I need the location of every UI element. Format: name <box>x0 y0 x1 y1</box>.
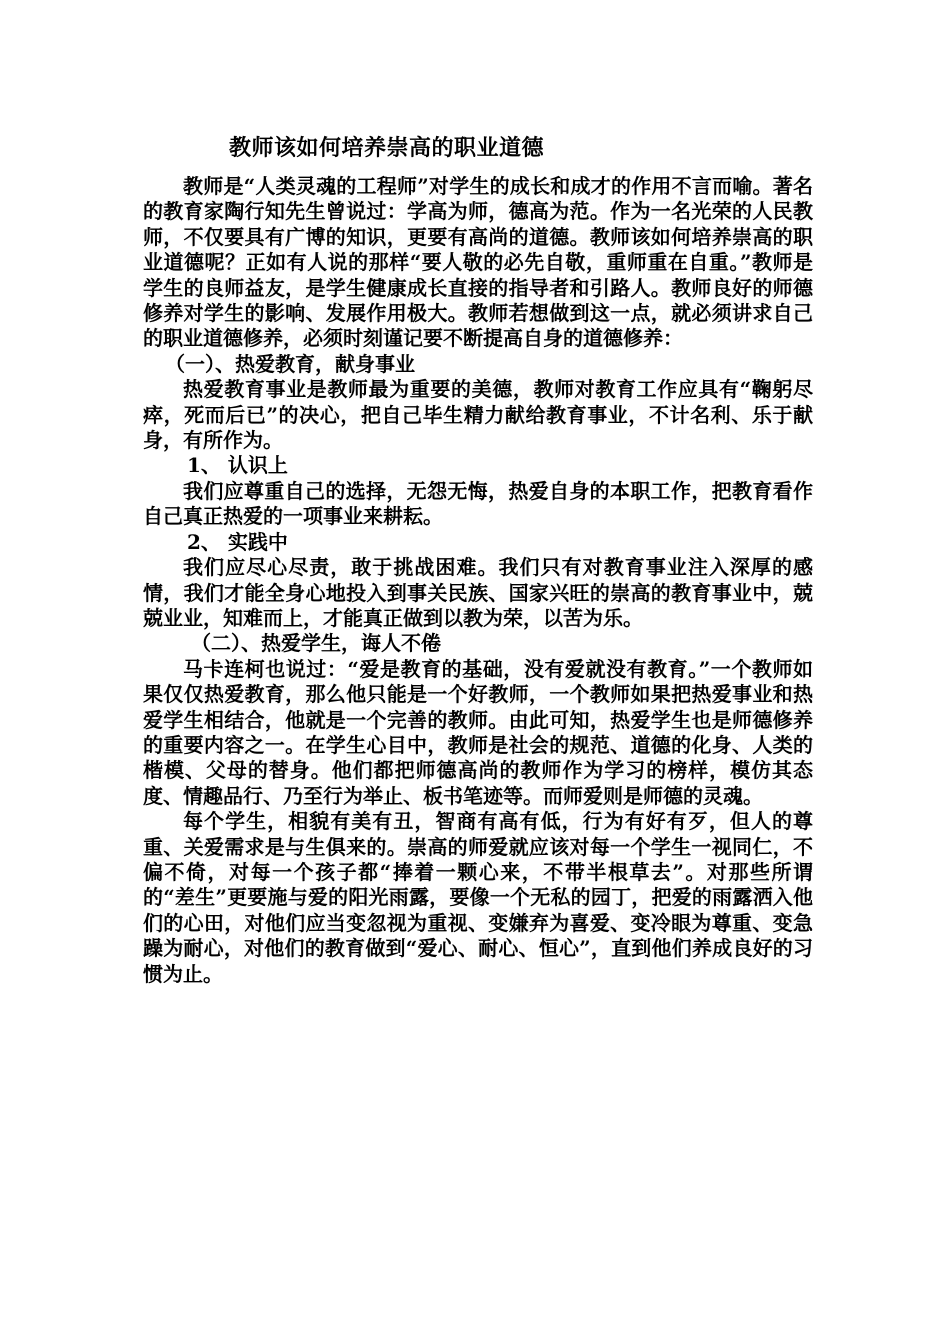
section-2-paragraph-2: 每个学生，相貌有美有丑，智商有高有低，行为有好有歹，但人的尊重、关爱需求是与生俱来的。崇高的师爱就应该对每一个学生一视同仁，不偏不倚，对每一个孩子都“捧着一颗心来，不带半根草去”。对那些所谓的“差生”更要施与爱的阳光雨露，要像一个无私的园丁，把爱的雨露洒入他们的心田，对他们应当变忽视为重视、变嫌弃为喜爱、变冷眼为尊重、变急躁为耐心，对他们的教育做到“爱心、耐心、恒心”，直到他们养成良好的习惯为止。 <box>143 809 813 986</box>
document-page <box>143 132 813 987</box>
section-1-paragraph: 热爱教育事业是教师最为重要的美德，教师对教育工作应具有“鞠躬尽瘁，死而后已”的决心，把自己毕生精力献给教育事业，不计名利、乐于献身，有所作为。 <box>143 377 813 453</box>
section-heading-2: （二）、热爱学生，诲人不倦 <box>191 631 441 656</box>
subsection-heading-1: 1、 认识上 <box>187 453 288 478</box>
section-heading-1: （一）、热爱教育，献身事业 <box>165 351 415 376</box>
section-2-paragraph-1: 马卡连柯也说过：“爱是教育的基础，没有爱就没有教育。”一个教师如果仅仅热爱教育，那么他只能是一个好教师，一个教师如果把热爱事业和热爱学生相结合，他就是一个完善的教师。由此可知，热爱学生也是师德修养的重要内容之一。在学生心目中，教师是社会的规范、道德的化身、人类的楷模、父母的替身。他们都把师德高尚的教师作为学习的榜样，模仿其态度、情趣品行、乃至行为举止、板书笔迹等。而师爱则是师德的灵魂。 <box>143 656 813 808</box>
subsection-heading-2: 2、 实践中 <box>187 529 288 554</box>
document-title: 教师该如何培养崇高的职业道德 <box>229 135 545 161</box>
intro-paragraph: 教师是“人类灵魂的工程师”对学生的成长和成才的作用不言而喻。著名的教育家陶行知先生曾说过：学高为师，德高为范。作为一名光荣的人民教师，不仅要具有广博的知识，更要有高尚的道德。教师该如何培养崇高的职业道德呢？正如有人说的那样“要人敬的必先自敬，重师重在自重。”教师是学生的良师益友，是学生健康成长直接的指导者和引路人。教师良好的师德修养对学生的影响、发展作用极大。教师若想做到这一点，就必须讲求自己的职业道德修养，必须时刻谨记要不断提高自身的道德修养： <box>143 174 813 351</box>
subsection-2-paragraph: 我们应尽心尽责，敢于挑战困难。我们只有对教育事业注入深厚的感情，我们才能全身心地投入到事关民族、国家兴旺的崇高的教育事业中，兢兢业业，知难而上，才能真正做到以教为荣，以苦为乐。 <box>143 555 813 630</box>
subsection-1-paragraph: 我们应尊重自己的选择，无怨无悔，热爱自身的本职工作，把教育看作自己真正热爱的一项事业来耕耘。 <box>143 478 813 529</box>
